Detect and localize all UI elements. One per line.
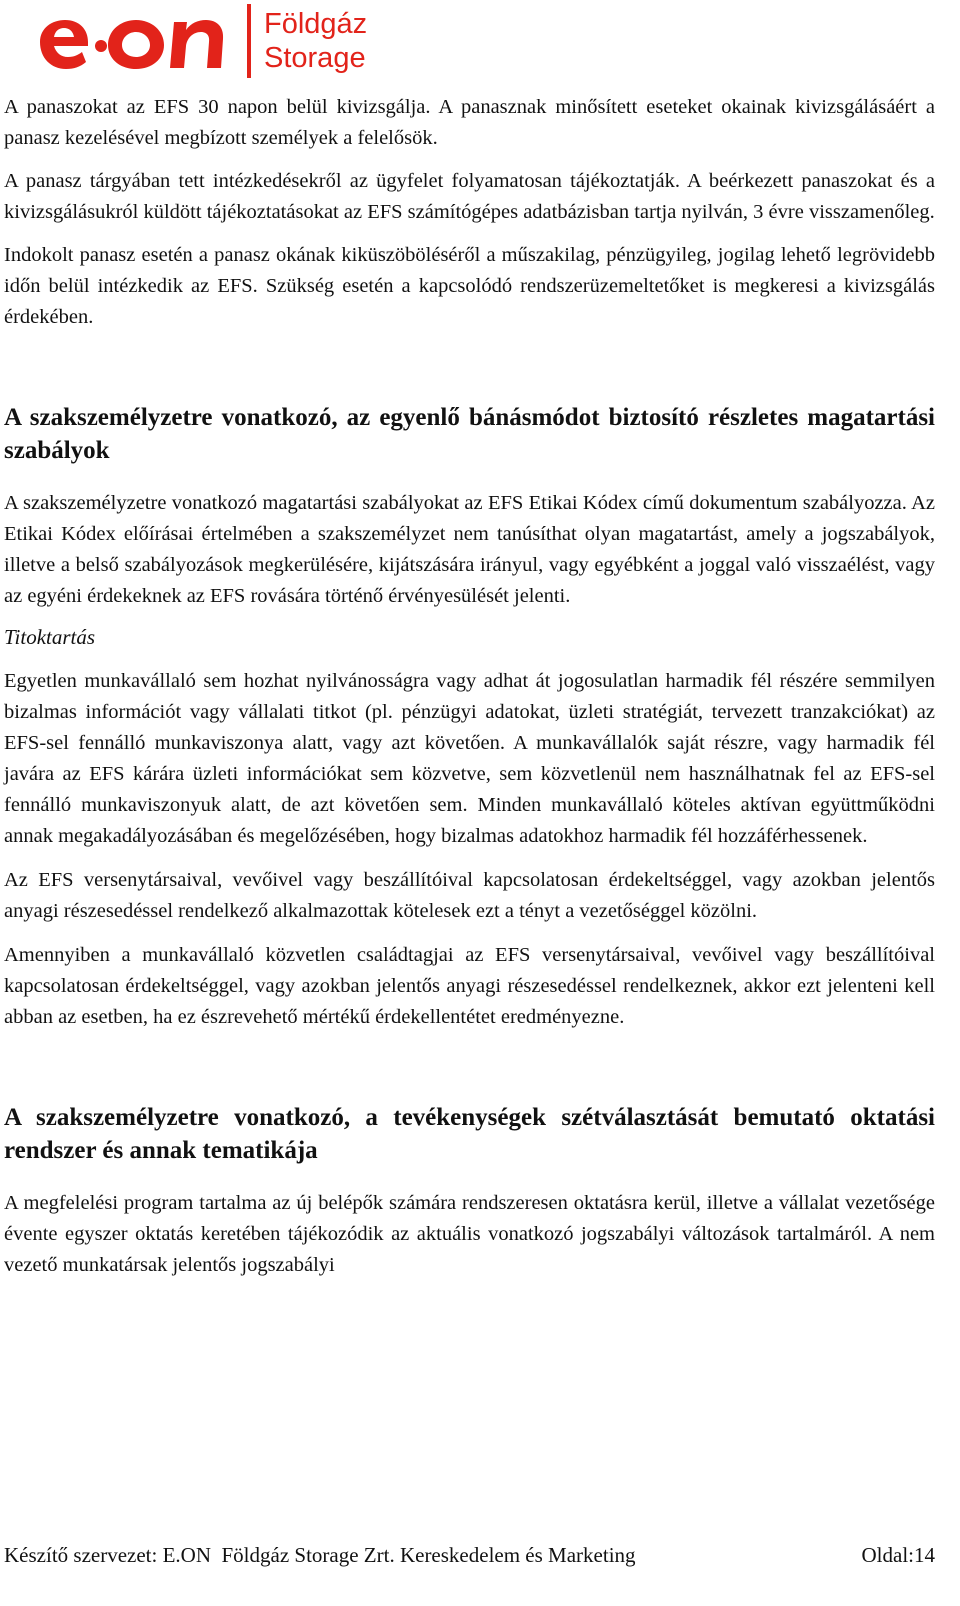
- subheading-confidentiality: Titoktartás: [4, 625, 96, 649]
- document-content: [4, 92, 935, 1294]
- section-heading-conduct-rules: A szakszemélyzetre vonatkozó, az egyenlő bánásmódot biztosító részletes magatartási szabályok: [4, 404, 935, 464]
- footer-organization: Készítő szervezet: E.ON Földgáz Storage Zrt. Kereskedelem és Marketing: [4, 1543, 636, 1567]
- complaint-paragraph-1: A panaszokat az EFS 30 napon belül kivizsgálja. A panasznak minősített eseteket okainak kivizsgálásáért a panasz kezelésével megbízott személyek a felelősök.: [4, 96, 935, 149]
- page-footer: [4, 1540, 935, 1570]
- logo-line2: Storage: [264, 42, 366, 74]
- footer-page-number: Oldal:14: [861, 1543, 935, 1567]
- conduct-intro-paragraph: A szakszemélyzetre vonatkozó magatartási szabályokat az EFS Etikai Kódex című dokumentum szabályozza. Az Etikai Kódex előírásai értelmében a szakszemélyzet nem tanúsíthat olyan magatartást, amely a jogszabályok, illetve a belső szabályozások megkerülésére, kijátszására irányul, vagy egyébként a joggal való visszaélést, vagy az egyéni érdekeknek az EFS rovására történő érvényesülését jelenti.: [4, 492, 935, 607]
- confidentiality-paragraph-1: Egyetlen munkavállaló sem hozhat nyilvánosságra vagy adhat át jogosulatlan harmadik fél részére semmilyen bizalmas információt vagy vállalati titkot (pl. pénzügyi adatokat, üzleti stratégiát, tervezett tranzakciókat) az EFS-sel fennálló munkaviszonya alatt, vagy azt követően. A munkavállalók saját részre, vagy harmadik fél javára az EFS kárára üzleti információkat sem közvetve, sem közvetlenül nem használhatnak fel az EFS-sel fennálló munkaviszonyuk alatt, de azt követően sem. Minden munkavállaló köteles aktívan együttműködni annak megakadályozásában és megelőzésében, hogy bizalmas adatokhoz harmadik fél hozzáférhessenek.: [4, 670, 935, 847]
- confidentiality-paragraph-2: Az EFS versenytársaival, vevőivel vagy beszállítóival kapcsolatosan érdekeltséggel, vagy azokban jelentős anyagi részesedéssel rendelkező alkalmazottak kötelesek ezt a tényt a vezetőséggel közölni.: [4, 869, 935, 922]
- training-paragraph-1: A megfelelési program tartalma az új belépők számára rendszeresen oktatásra kerül, illetve a vállalat vezetősége évente egyszer oktatás keretében tájékozódik az aktuális vonatkozó jogszabályi változások tartalmáról. A nem vezető munkatársak jelentős jogszabályi: [4, 1192, 935, 1276]
- eon-foldgaz-storage-logo: [18, 0, 368, 82]
- section-heading-training-system: A szakszemélyzetre vonatkozó, a tevékenységek szétválasztását bemutató oktatási rendszer és annak tematikája: [4, 1104, 935, 1164]
- complaint-paragraph-2: A panasz tárgyában tett intézkedésekről az ügyfelet folyamatosan tájékoztatják. A beérkezett panaszokat és a kivizsgálásukról küldött tájékoztatásokat az EFS számítógépes adatbázisban tartja nyilván, 3 évre visszamenőleg.: [4, 170, 935, 223]
- confidentiality-paragraph-3: Amennyiben a munkavállaló közvetlen családtagjai az EFS versenytársaival, vevőivel vagy beszállítóival kapcsolatosan érdekeltséggel, vagy azokban jelentős anyagi részesedéssel rendelkeznek, akkor ezt jelenteni kell abban az esetben, ha ez észrevehető mértékű érdekellentétet eredményezne.: [4, 944, 935, 1028]
- logo-line1: Földgáz: [264, 8, 368, 40]
- complaint-paragraph-3: Indokolt panasz esetén a panasz okának kiküszöböléséről a műszakilag, pénzügyileg, jogilag lehető legrövidebb időn belül intézkedik az EFS. Szükség esetén a kapcsolódó rendszerüzemeltetőket is megkeresi a kivizsgálás érdekében.: [4, 244, 935, 328]
